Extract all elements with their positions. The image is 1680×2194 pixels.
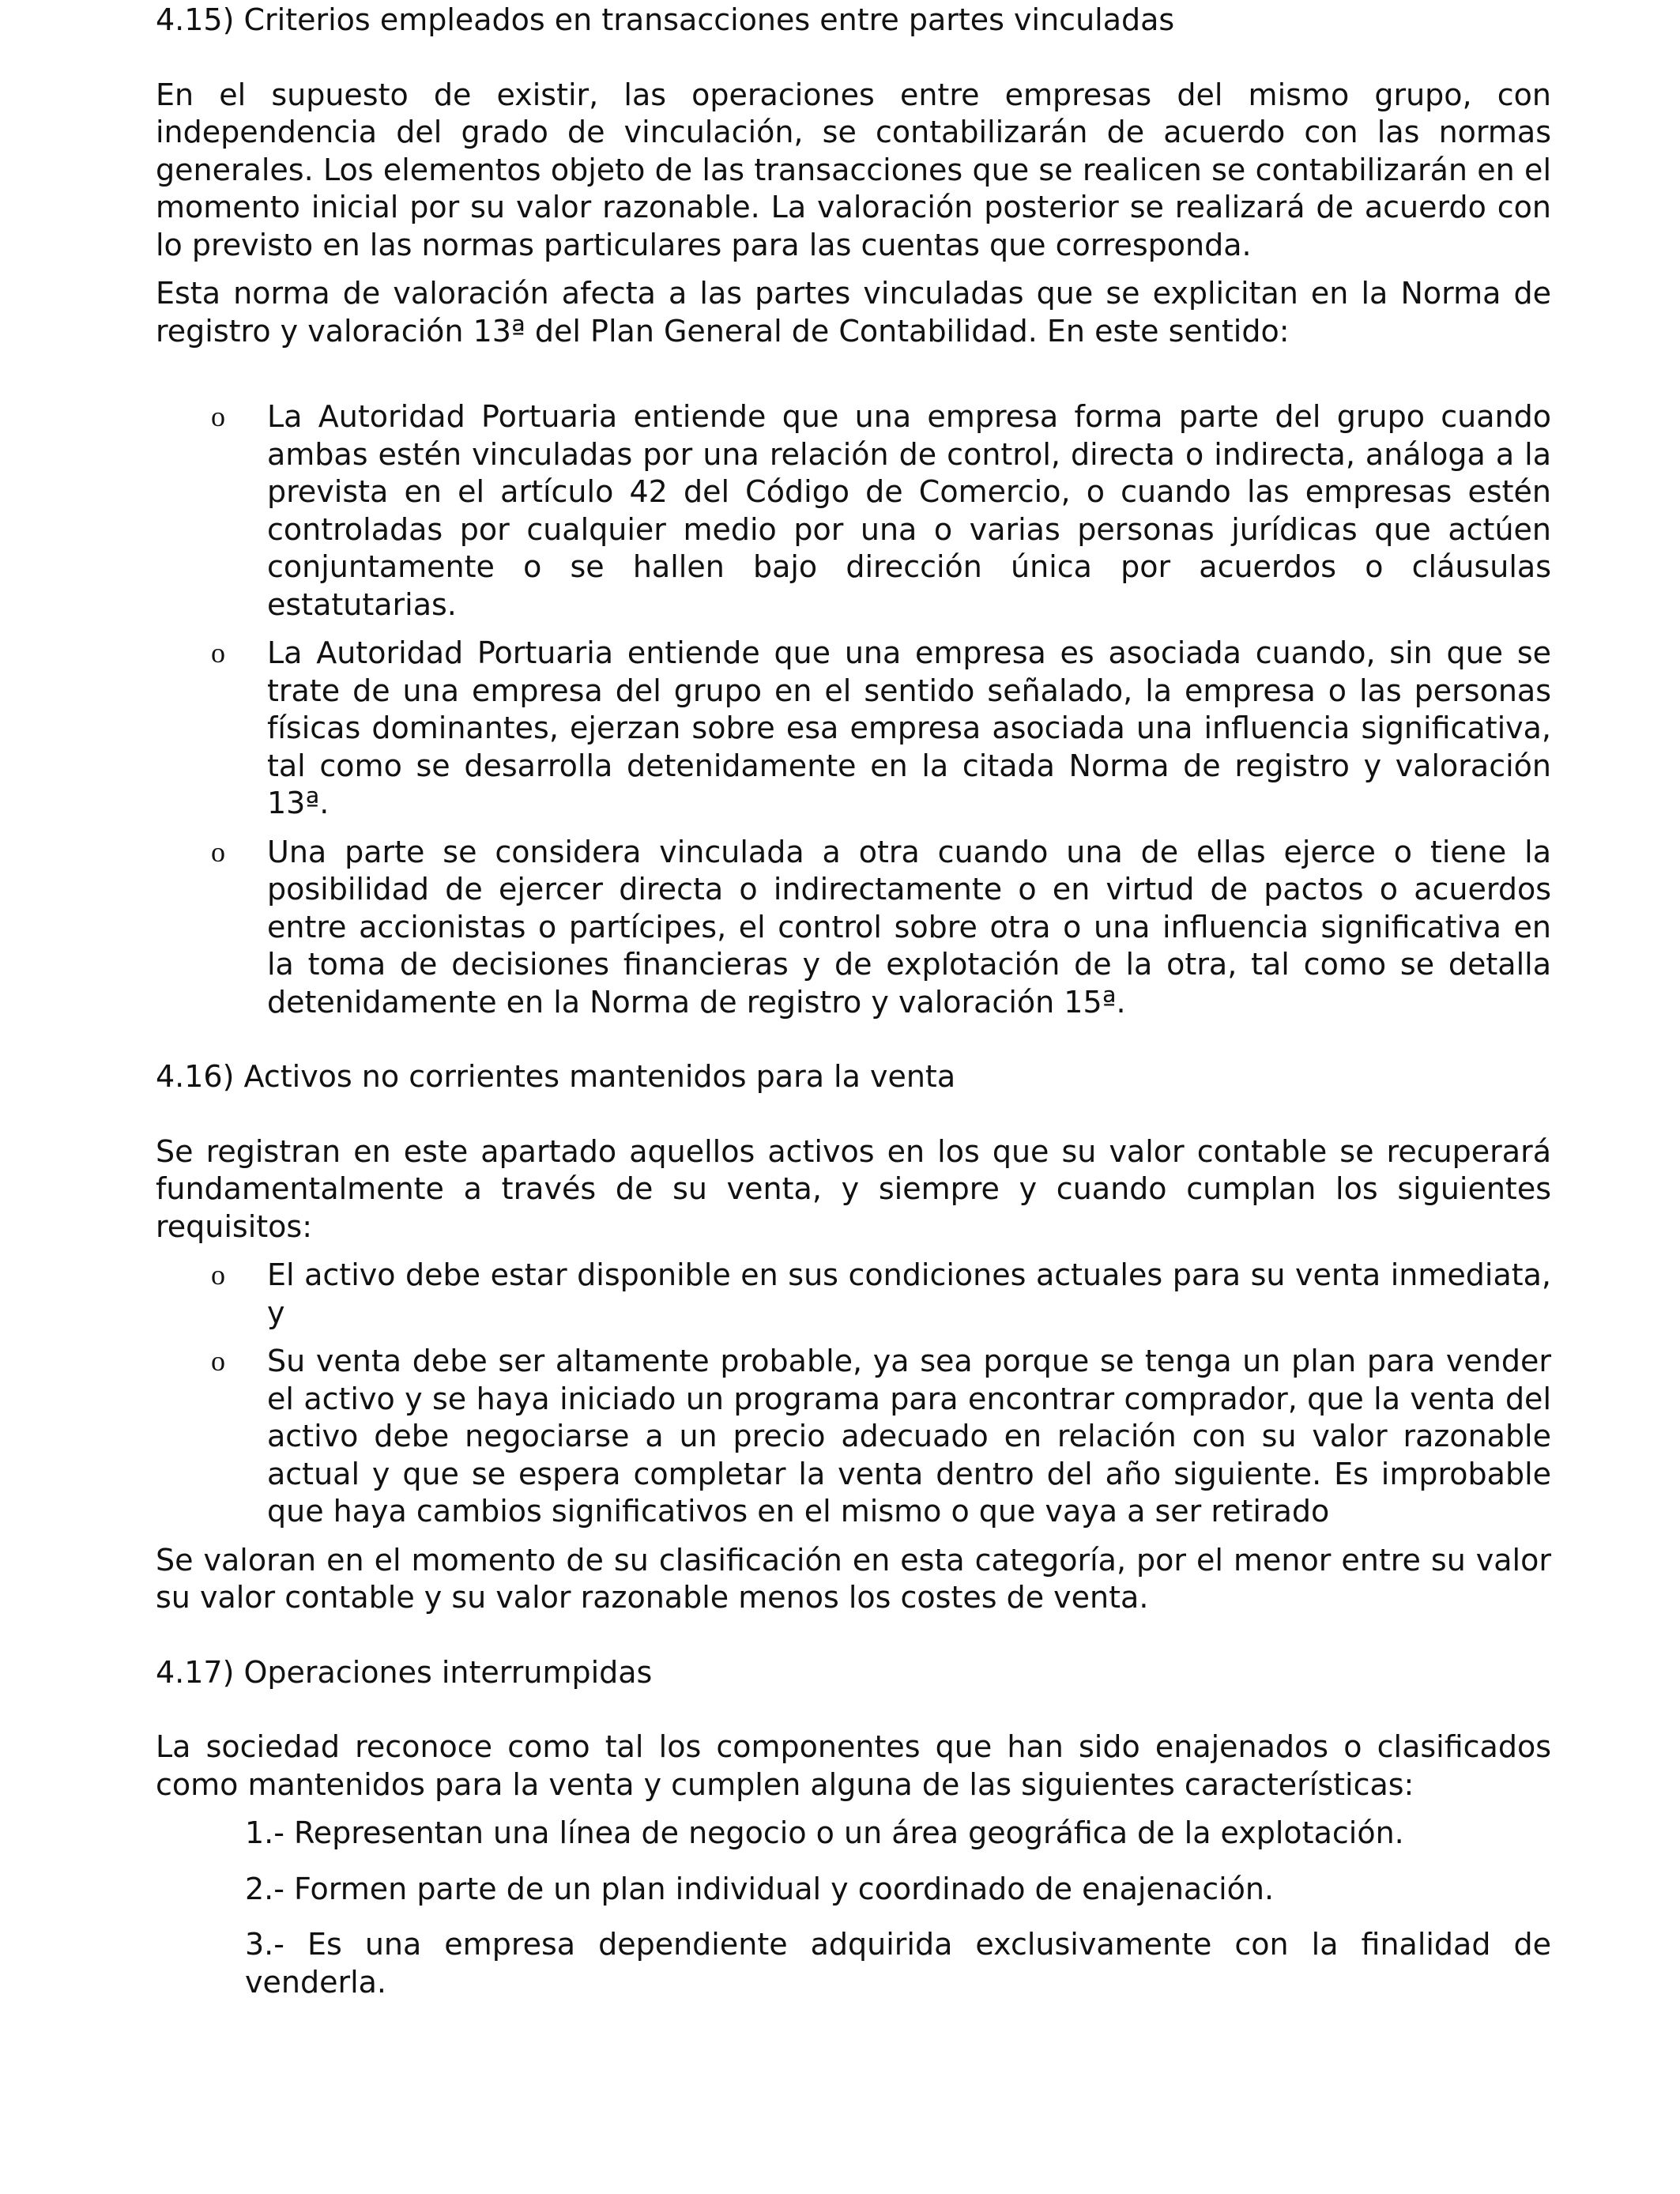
section-heading: 4.16) Activos no corrientes mantenidos para la venta (156, 1059, 956, 1094)
numbered-list (156, 1815, 1551, 2001)
section-4-17 (156, 1654, 1551, 2002)
section-heading: 4.15) Criterios empleados en transacciones entre partes vinculadas (156, 2, 1175, 37)
section-4-16 (156, 1058, 1551, 1617)
section-4-15 (156, 2, 1551, 1021)
paragraph: La sociedad reconoce como tal los componentes que han sido enajenados o clasificados como mantenidos para la venta y cumplen alguna de las siguientes características: (156, 1729, 1551, 1802)
bullet-text: La Autoridad Portuaria entiende que una empresa forma parte del grupo cuando ambas estén vinculadas por una relación de control, directa o indirecta, análoga a la prevista en el artículo 42 del Código de Comercio, o cuando las empresas estén controladas por cualquier medio por una o varias personas jurídicas que actúen conjuntamente o se hallen bajo dirección única por acuerdos o cláusulas estatutarias. (267, 399, 1551, 622)
bullet-text: La Autoridad Portuaria entiende que una empresa es asociada cuando, sin que se trate de una empresa del grupo en el sentido señalado, la empresa o las personas físicas dominantes, ejerzan sobre esa empresa asociada una influencia significativa, tal como se desarrolla detenidamente en la citada Norma de registro y valoración 13ª. (267, 635, 1551, 820)
numbered-item: 3.- Es una empresa dependiente adquirida exclusivamente con la finalidad de venderla. (245, 1927, 1551, 2000)
section-heading: 4.17) Operaciones interrumpidas (156, 1654, 653, 1690)
paragraph: Se valoran en el momento de su clasificación en esta categoría, por el menor entre su valor su valor contable y su valor razonable menos los costes de venta. (156, 1542, 1551, 1615)
bullet-item (156, 834, 1551, 1022)
document-page (156, 0, 1551, 2001)
bullet-item (156, 398, 1551, 624)
bullet-text: Una parte se considera vinculada a otra cuando una de ellas ejerce o tiene la posibilidad de ejercer directa o indirectamente o en virtud de pactos o acuerdos entre accionistas o partícipes, el control sobre otra o una influencia significativa en la toma de decisiones financieras y de explotación de la otra, tal como se detalla detenidamente en la Norma de registro y valoración 15ª. (267, 834, 1551, 1020)
paragraph: Se registran en este apartado aquellos activos en los que su valor contable se recuperará fundamentalmente a través de su venta, y siempre y cuando cumplan los siguientes requisitos: (156, 1133, 1551, 1244)
bullet-marker: o (211, 1345, 225, 1377)
numbered-item: 2.- Formen parte de un plan individual y coordinado de enajenación. (245, 1871, 1275, 1906)
bullet-text: El activo debe estar disponible en sus condiciones actuales para su venta inmediata, y (267, 1257, 1551, 1330)
bullet-text: Su venta debe ser altamente probable, ya sea porque se tenga un plan para vender el activo y se haya iniciado un programa para encontrar comprador, que la venta del activo debe negociarse a un precio adecuado en relación con su valor razonable actual y que se espera completar la venta dentro del año siguiente. Es improbable que haya cambios significativos en el mismo o que vaya a ser retirado (267, 1344, 1551, 1529)
paragraph: Esta norma de valoración afecta a las partes vinculadas que se explicitan en la Norma de registro y valoración 13ª del Plan General de Contabilidad. En este sentido: (156, 276, 1551, 349)
bullet-marker: o (211, 401, 225, 432)
paragraph: En el supuesto de existir, las operaciones entre empresas del mismo grupo, con independencia del grado de vinculación, se contabilizarán de acuerdo con las normas generales. Los elementos objeto de las transacciones que se realicen se contabilizarán en el momento inicial por su valor razonable. La valoración posterior se realizará de acuerdo con lo previsto en las normas particulares para las cuentas que corresponda. (156, 77, 1551, 262)
numbered-item: 1.- Representan una línea de negocio o un área geográfica de la explotación. (245, 1815, 1404, 1850)
bullet-item (156, 1257, 1551, 1332)
bullet-marker: o (211, 1259, 225, 1291)
bullet-item (156, 1343, 1551, 1531)
bullet-list (156, 1257, 1551, 1531)
bullet-marker: o (211, 637, 225, 669)
bullet-list (156, 398, 1551, 1021)
bullet-marker: o (211, 835, 225, 868)
bullet-item (156, 635, 1551, 823)
